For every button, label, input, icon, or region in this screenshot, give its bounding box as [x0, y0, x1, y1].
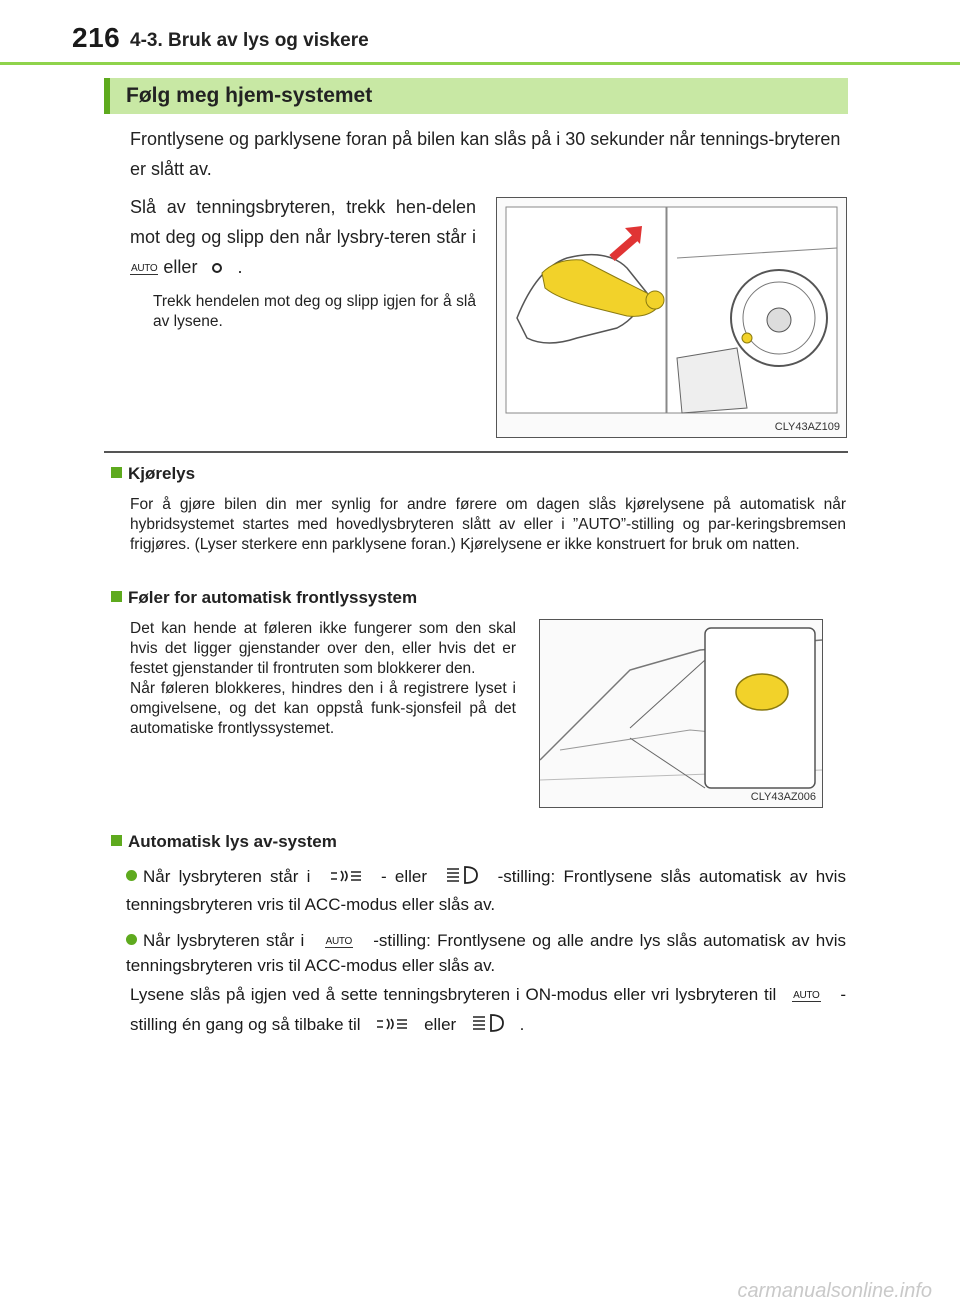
- sensor-drawing: [540, 620, 822, 807]
- auto-icon: AUTO: [325, 936, 352, 947]
- instruction-or: eller: [163, 257, 198, 277]
- kjorelys-body: For å gjøre bilen din mer synlig for andre førere om dagen slås kjørelysene på automatisk når hybridsystemet startes med hovedlysbryteren slått av eller i ”AUTO”-stilling og par-keringsbremsen frigjøres. (Lyser sterkere enn parklysene foran.) Kjørelysene er ikke konstruert for bruk om natten.: [130, 496, 846, 553]
- figure2-caption: CLY43AZ006: [750, 791, 816, 803]
- round-bullet-icon: [126, 870, 137, 881]
- foler-body: [130, 619, 516, 739]
- figure1-caption: CLY43AZ109: [774, 421, 840, 433]
- b2-a: Når lysbryteren står i: [143, 931, 305, 950]
- instruction-paragraph: [130, 192, 476, 285]
- chapter-title: 4-3. Bruk av lys og viskere: [130, 30, 369, 51]
- square-bullet-icon: [111, 835, 122, 846]
- headlight-icon: [445, 865, 479, 892]
- b1-b: - eller: [380, 867, 428, 886]
- section-divider: [104, 451, 848, 453]
- square-bullet-icon: [111, 467, 122, 478]
- lever-drawing: [497, 198, 846, 437]
- foler-body-1: Det kan hende at føleren ikke fungerer som den skal hvis det ligger gjenstander over den, eller hvis det er festet gjenstander til frontruten som blokkerer den.: [130, 620, 516, 677]
- autooff-bullet-1: [126, 864, 846, 917]
- intro-paragraph: Frontlysene og parklysene foran på bilen kan slås på i 30 sekunder når tennings-bryteren er slått av.: [130, 129, 841, 179]
- kjorelys-title: Kjørelys: [128, 464, 196, 483]
- instruction-text: Slå av tenningsbryteren, trekk hen-delen mot deg og slipp den når lysbry-teren står i: [130, 197, 476, 247]
- p-b: -stilling én gang og så tilbake til: [130, 985, 846, 1034]
- tail-light-icon: [329, 867, 363, 892]
- section-title: Følg meg hjem-systemet: [126, 84, 373, 107]
- autooff-title: Automatisk lys av-system: [128, 832, 337, 851]
- lever-illustration: [496, 197, 847, 438]
- b1-c: -stilling: Frontlysene slås automatisk av hvis tenningsbryteren vris til ACC-modus eller slås av.: [126, 867, 846, 914]
- b1-a: Når lysbryteren står i: [143, 867, 311, 886]
- section-header: [104, 78, 848, 114]
- foler-heading: [111, 588, 417, 608]
- header-rule: [0, 62, 960, 65]
- auto-icon: AUTO: [793, 990, 820, 1001]
- auto-icon: AUTO: [131, 263, 158, 274]
- kjorelys-heading: [111, 464, 195, 484]
- instruction-note: Trekk hendelen mot deg og slipp igjen for å slå av lysene.: [153, 293, 476, 330]
- autooff-paragraph: [130, 980, 846, 1043]
- headlight-on-icon: [202, 255, 232, 285]
- round-bullet-icon: [126, 934, 137, 945]
- p-a: Lysene slås på igjen ved å sette tenningsbryteren i ON-modus eller vri lysbryteren til: [130, 985, 777, 1004]
- autooff-bullet-2: [126, 928, 846, 978]
- foler-body-2: Når føleren blokkeres, hindres den i å registrere lyset i omgivelsene, og det kan oppstå funk-sjonsfeil på det automatiske frontlyssystemet.: [130, 680, 516, 737]
- page-number: 216: [72, 22, 121, 53]
- watermark: carmanualsonline.info: [737, 1280, 932, 1302]
- b2-b: -stilling: Frontlysene og alle andre lys slås automatisk av hvis tenningsbryteren vris til ACC-modus eller slås av.: [126, 931, 846, 975]
- autooff-heading: [111, 832, 337, 852]
- headlight-icon: [471, 1013, 505, 1043]
- p-c: eller: [424, 1015, 457, 1034]
- section-accent: [104, 78, 110, 114]
- p-d: .: [519, 1015, 525, 1034]
- tail-light-icon: [375, 1013, 409, 1043]
- foler-title: Føler for automatisk frontlyssystem: [128, 588, 418, 607]
- sensor-illustration: [539, 619, 823, 808]
- square-bullet-icon: [111, 591, 122, 602]
- instruction-end: .: [237, 257, 243, 277]
